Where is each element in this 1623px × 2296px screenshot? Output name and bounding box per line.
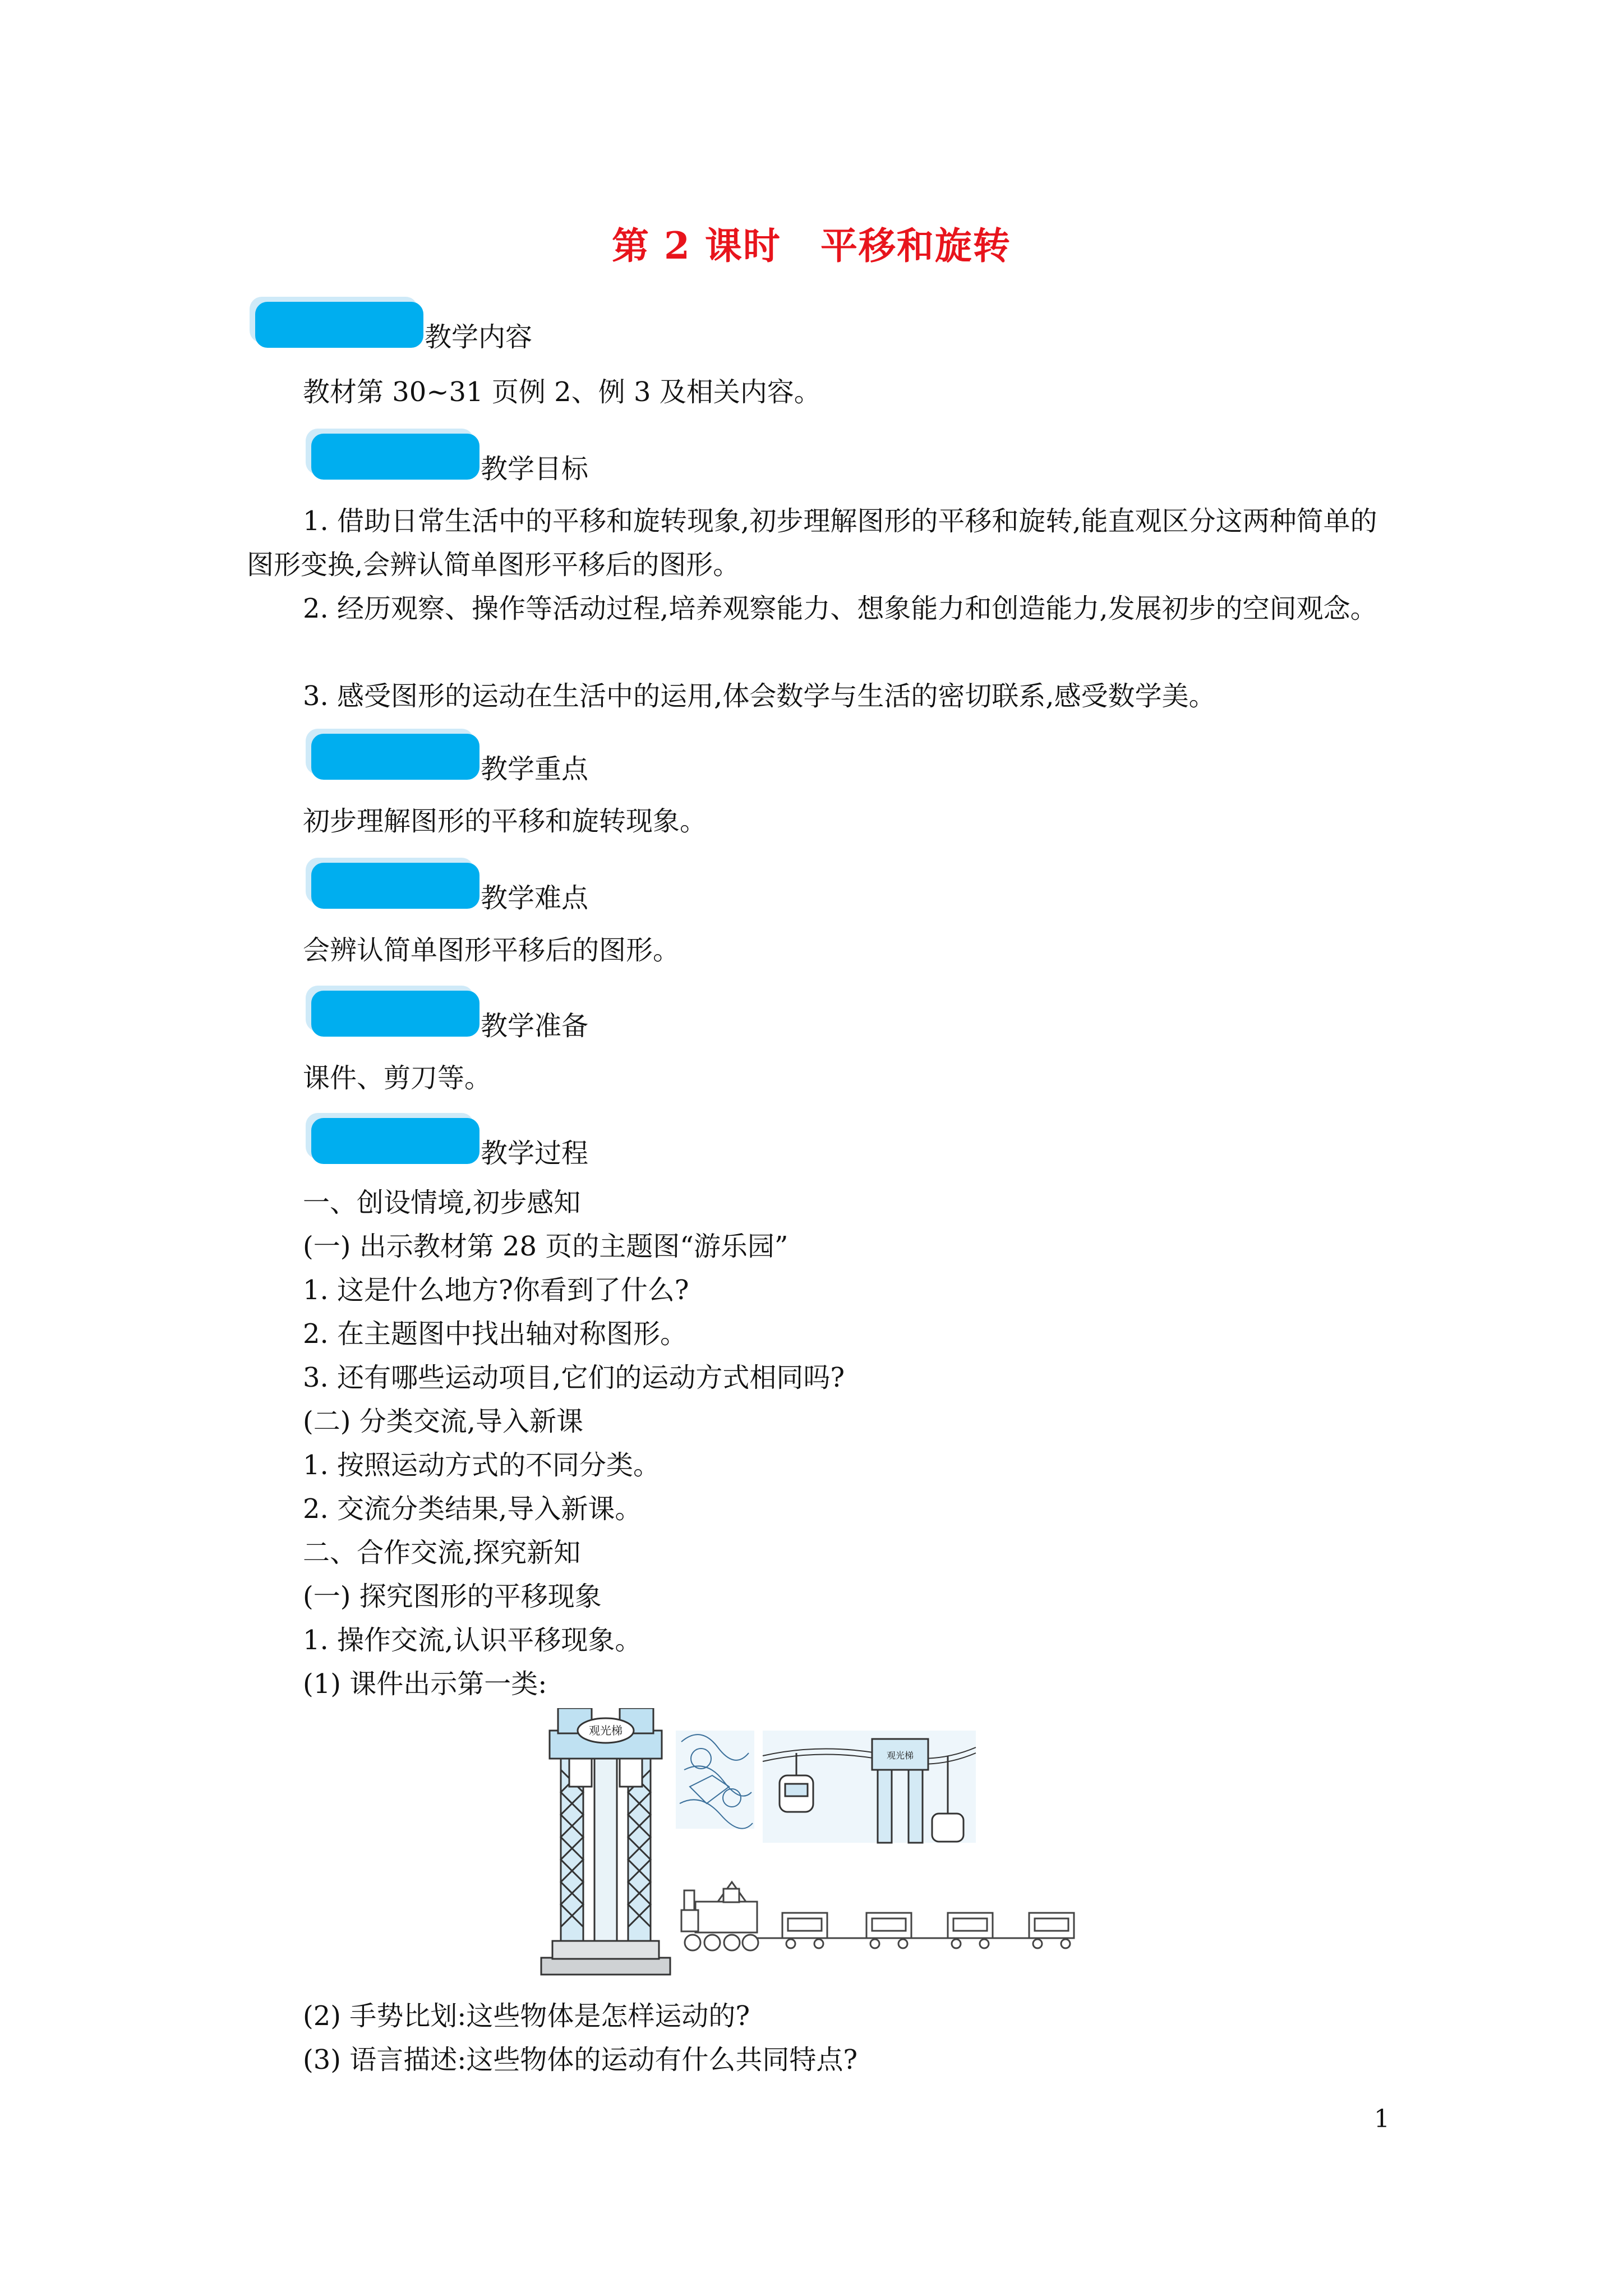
process-line: 1. 这是什么地方?你看到了什么? [303,1274,689,1306]
toy-train [681,1882,1074,1950]
process-line: (一) 出示教材第 28 页的主题图“游乐园” [303,1231,789,1262]
process-line: (2) 手势比划:这些物体是怎样运动的? [303,2000,750,2032]
section-label: 教学难点 [481,882,589,914]
section-header-key-points [311,729,648,785]
process-line: (1) 课件出示第一类: [303,1668,547,1700]
goal-item: 2. 经历观察、操作等活动过程,培养观察能力、想象能力和创造能力,发展初步的空间观念。 [303,593,1377,624]
process-line: (3) 语言描述:这些物体的运动有什么共同特点? [303,2044,858,2076]
section-header-difficulties [311,858,648,914]
sightseeing-elevator-tower [541,1708,670,1975]
section-header-preparation [311,986,648,1042]
section-badge [311,863,479,909]
lesson-topic: 平移和旋转 [820,224,1011,268]
process-line: 一、创设情境,初步感知 [303,1187,581,1218]
process-line: (一) 探究图形的平移现象 [303,1581,602,1612]
section-header-process [311,1114,648,1170]
difficulties-text: 会辨认简单图形平移后的图形。 [303,935,680,966]
section-label: 教学目标 [481,453,589,485]
carousel-ride-sketch [676,1731,754,1829]
goal-item: 3. 感受图形的运动在生活中的运用,体会数学与生活的密切联系,感受数学美。 [303,680,1216,712]
section-header-content [255,297,592,353]
section-badge [311,434,479,480]
page-title [0,216,1623,269]
process-line: 2. 在主题图中找出轴对称图形。 [303,1318,688,1350]
section-badge [255,302,423,348]
section-badge [311,991,479,1037]
process-line: 3. 还有哪些运动项目,它们的运动方式相同吗? [303,1362,845,1393]
section-label: 教学重点 [481,753,589,785]
goal-item: 1. 借助日常生活中的平移和旋转现象,初步理解图形的平移和旋转,能直观区分这两种简单的图形变换,会辨认简单图形平移后的图形。 [247,505,1377,581]
preparation-text: 课件、剪刀等。 [303,1062,492,1094]
section-badge [311,1118,479,1164]
section-label: 教学内容 [425,321,533,353]
content-text: 教材第 30~31 页例 2、例 3 及相关内容。 [303,376,821,408]
section-label: 教学准备 [481,1010,589,1042]
page-number: 1 [1374,2105,1390,2133]
process-line: 2. 交流分类结果,导入新课。 [303,1493,642,1525]
section-label: 教学过程 [481,1138,589,1169]
translation-examples-illustration [533,1708,1099,1977]
process-line: 1. 按照运动方式的不同分类。 [303,1450,661,1481]
section-header-goals [311,429,648,485]
section-badge [311,734,479,780]
gondola-sign: 观光梯 [886,1750,914,1761]
process-line: 二、合作交流,探究新知 [303,1537,581,1568]
cable-car [763,1731,976,1843]
process-line: 1. 操作交流,认识平移现象。 [303,1625,642,1656]
key-points-text: 初步理解图形的平移和旋转现象。 [303,806,707,837]
process-line: (二) 分类交流,导入新课 [303,1406,583,1437]
tower-sign: 观光梯 [589,1724,623,1737]
lesson-number: 第 2 课时 [612,224,781,268]
